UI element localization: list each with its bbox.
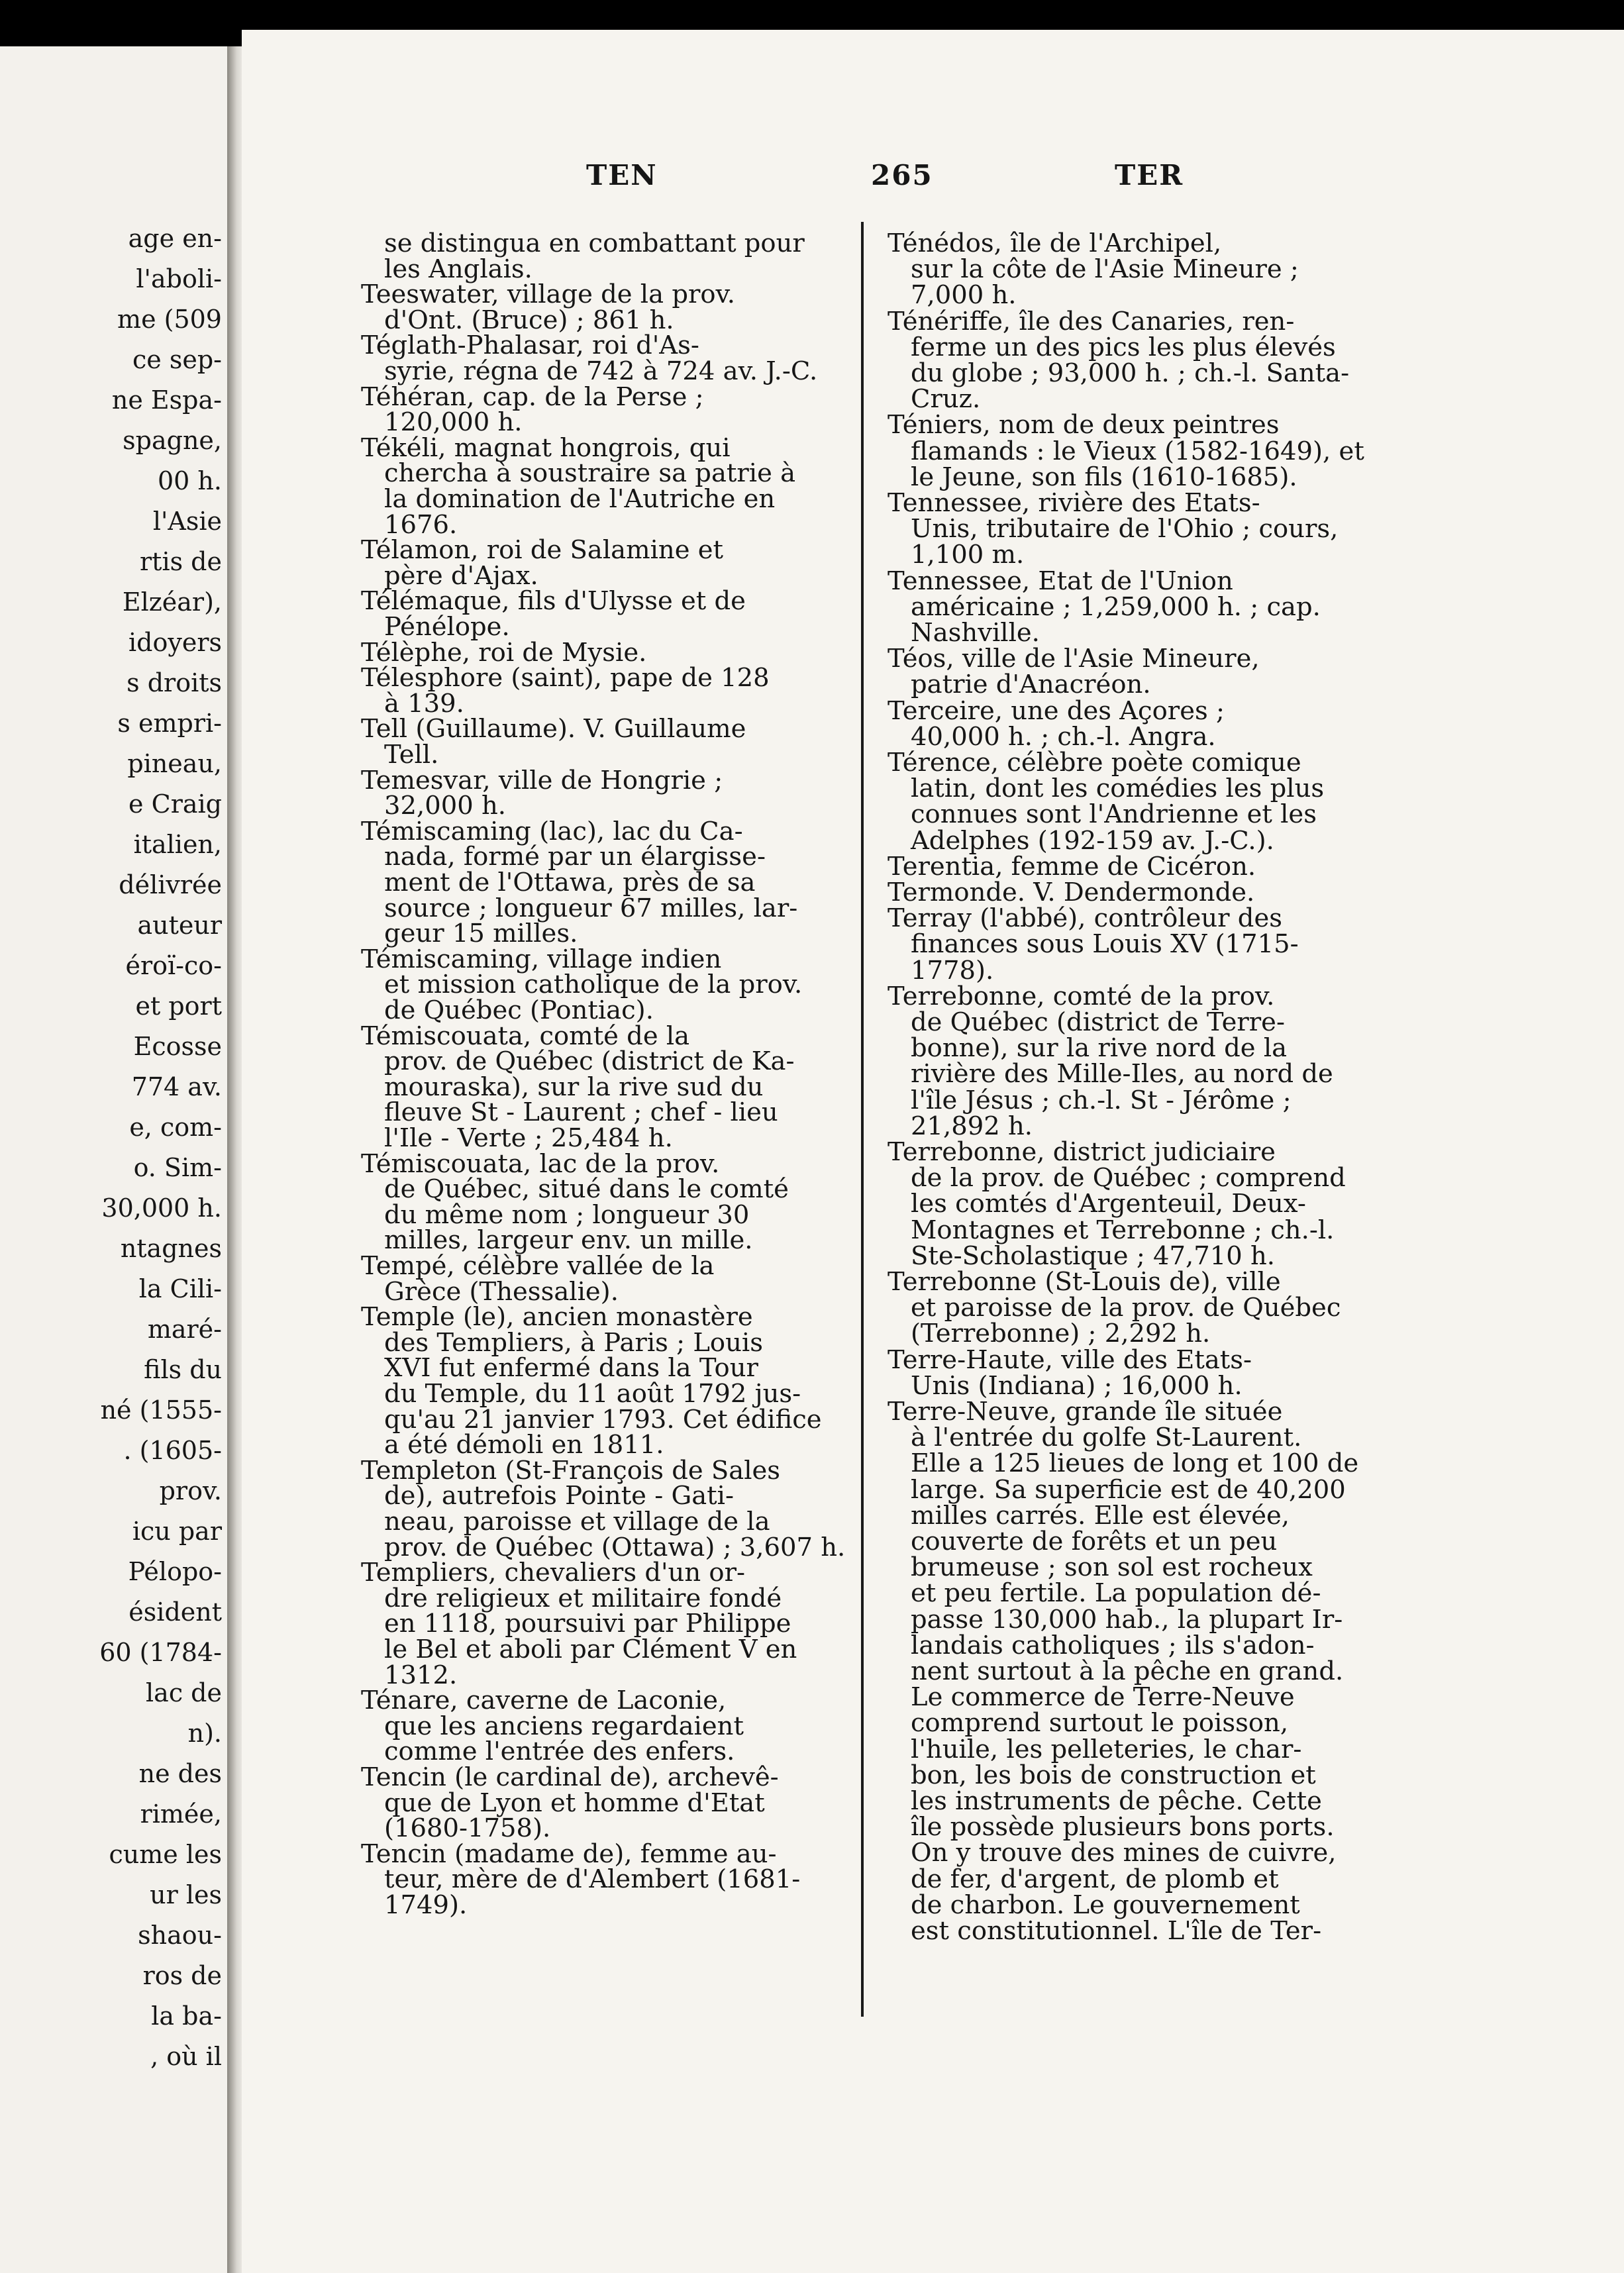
- entry-line: de la prov. de Québec ; comprend: [911, 1163, 1346, 1193]
- entry-line: Templeton (St-François de Sales: [361, 1455, 781, 1486]
- entry-line: l'huile, les pelleteries, le char-: [911, 1734, 1302, 1764]
- entry-line: source ; longueur 67 milles, lar-: [384, 893, 798, 923]
- entry-line: 7,000 h.: [911, 280, 1017, 311]
- left-page-fragment: idoyers: [128, 628, 222, 657]
- entry-line: rivière des Mille-Iles, au nord de: [911, 1059, 1333, 1089]
- entry-line: Terentia, femme de Cicéron.: [888, 851, 1256, 882]
- column-divider: [861, 222, 864, 2017]
- entry-line: On y trouve des mines de cuivre,: [911, 1838, 1337, 1868]
- left-page-fragment: ne Espa-: [111, 385, 222, 415]
- entry-line: prov. de Québec (Ottawa) ; 3,607 h.: [384, 1532, 846, 1562]
- entry-line: comme l'entrée des enfers.: [384, 1737, 735, 1767]
- entry-line: Termonde. V. Dendermonde.: [888, 878, 1255, 907]
- entry-line: Elle a 125 lieues de long et 100 de: [911, 1448, 1359, 1479]
- entry-line: fleuve St - Laurent ; chef - lieu: [384, 1097, 778, 1128]
- left-page-fragment: , où il: [150, 2042, 222, 2071]
- entry-line: et mission catholique de la prov.: [384, 970, 803, 1000]
- entry-line: Terrebonne, district judiciaire: [888, 1137, 1276, 1167]
- entry-line: Teeswater, village de la prov.: [361, 279, 735, 310]
- left-page-fragment: Ecosse: [133, 1032, 222, 1061]
- entry-line: Téniers, nom de deux peintres: [888, 410, 1280, 440]
- entry-line: XVI fut enfermé dans la Tour: [384, 1353, 758, 1384]
- entry-line: se distingua en combattant pour: [384, 228, 805, 258]
- entry-line: de Québec (Pontiac).: [384, 995, 654, 1025]
- entry-line: de charbon. Le gouvernement: [911, 1890, 1300, 1920]
- left-page-fragment: ce sep-: [132, 345, 222, 374]
- entry-line: Téos, ville de l'Asie Mineure,: [888, 644, 1260, 674]
- entry-line: l'île Jésus ; ch.-l. St - Jérôme ;: [911, 1085, 1292, 1115]
- entry-line: qu'au 21 janvier 1793. Cet édifice: [384, 1404, 822, 1435]
- entry-line: Nashville.: [911, 618, 1040, 648]
- entry-line: Téglath-Phalasar, roi d'As-: [361, 330, 699, 361]
- entry-line: 120,000 h.: [384, 407, 523, 438]
- entry-line: Tencin (le cardinal de), archevê-: [361, 1762, 779, 1792]
- entry-line: d'Ont. (Bruce) ; 861 h.: [384, 305, 674, 335]
- entry-line: finances sous Louis XV (1715-: [911, 929, 1299, 960]
- header-left-guide-word: TEN: [586, 159, 658, 191]
- entry-line: en 1118, poursuivi par Philippe: [384, 1609, 791, 1639]
- left-page-fragment: . (1605-: [123, 1436, 222, 1465]
- left-page-fragment: me (509: [117, 305, 222, 334]
- entry-line: Tell (Guillaume). V. Guillaume: [361, 714, 746, 744]
- entry-line: milles, largeur env. un mille.: [384, 1225, 753, 1256]
- left-page-fragment: maré-: [147, 1315, 222, 1344]
- entry-line: dre religieux et militaire fondé: [384, 1583, 782, 1613]
- entry-line: 1749).: [384, 1890, 468, 1920]
- entry-line: île possède plusieurs bons ports.: [911, 1812, 1335, 1843]
- entry-line: 40,000 h. ; ch.-l. Angra.: [911, 721, 1216, 752]
- entry-line: de Québec, situé dans le comté: [384, 1174, 789, 1205]
- entry-line: Tennessee, Etat de l'Union: [888, 566, 1233, 596]
- entry-line: Terre-Haute, ville des Etats-: [888, 1344, 1252, 1375]
- left-page-fragment: s droits: [127, 668, 222, 697]
- entry-line: du Temple, du 11 août 1792 jus-: [384, 1379, 801, 1409]
- entry-line: nada, formé par un élargisse-: [384, 842, 766, 872]
- entry-line: et paroisse de la prov. de Québec: [911, 1293, 1341, 1323]
- left-page-fragment: délivrée: [119, 870, 222, 899]
- left-page-fragment: spagne,: [123, 426, 222, 455]
- entry-line: Templiers, chevaliers d'un or-: [361, 1558, 745, 1588]
- left-page-fragment: et port: [135, 991, 222, 1021]
- entry-line: prov. de Québec (district de Ka-: [384, 1046, 795, 1077]
- left-page-fragment: auteur: [137, 911, 222, 940]
- entry-line: Télémaque, fils d'Ulysse et de: [361, 586, 746, 617]
- entry-line: les Anglais.: [384, 254, 533, 284]
- left-page-fragment: né (1555-: [100, 1395, 222, 1425]
- entry-line: Ténériffe, île des Canaries, ren-: [888, 306, 1295, 336]
- entry-line: à 139.: [384, 688, 464, 719]
- entry-line: Témiscaming (lac), lac du Ca-: [361, 816, 743, 846]
- entry-line: Témiscaming, village indien: [361, 944, 722, 974]
- entry-line: Téhéran, cap. de la Perse ;: [361, 381, 704, 412]
- entry-line: et peu fertile. La population dé-: [911, 1578, 1321, 1609]
- entry-line: Le commerce de Terre-Neuve: [911, 1682, 1295, 1713]
- entry-line: Terrebonne, comté de la prov.: [888, 981, 1275, 1011]
- entry-line: est constitutionnel. L'île de Ter-: [911, 1916, 1322, 1946]
- entry-line: 21,892 h.: [911, 1111, 1033, 1141]
- entry-line: Terceire, une des Açores ;: [888, 695, 1225, 726]
- left-page-fragment: 774 av.: [131, 1072, 222, 1101]
- left-page-fragment: shaou-: [138, 1921, 222, 1950]
- left-page-fragment: prov.: [159, 1476, 222, 1505]
- left-page-fragment: 60 (1784-: [99, 1638, 222, 1667]
- left-page-fragment: fils du: [144, 1355, 222, 1384]
- entry-line: Unis (Indiana) ; 16,000 h.: [911, 1370, 1243, 1401]
- entry-line: Télamon, roi de Salamine et: [361, 535, 723, 566]
- entry-line: Ténédos, île de l'Archipel,: [888, 228, 1222, 258]
- entry-line: Ste-Scholastique ; 47,710 h.: [911, 1240, 1276, 1271]
- entry-line: le Bel et aboli par Clément V en: [384, 1635, 797, 1664]
- entry-line: bon, les bois de construction et: [911, 1760, 1316, 1790]
- entry-line: du globe ; 93,000 h. ; ch.-l. Santa-: [911, 358, 1350, 388]
- entry-line: du même nom ; longueur 30: [384, 1199, 750, 1230]
- entry-line: teur, mère de d'Alembert (1681-: [384, 1864, 801, 1895]
- entry-line: Tennessee, rivière des Etats-: [888, 488, 1260, 518]
- entry-line: Tékéli, magnat hongrois, qui: [361, 432, 731, 463]
- entry-line: l'Ile - Verte ; 25,484 h.: [384, 1123, 673, 1153]
- entry-line: brumeuse ; son sol est rocheux: [911, 1552, 1313, 1583]
- left-page-edge: [0, 46, 228, 2273]
- entry-line: 1312.: [384, 1660, 458, 1690]
- entry-line: Montagnes et Terrebonne ; ch.-l.: [911, 1215, 1335, 1245]
- left-page-fragment: la ba-: [151, 2001, 222, 2031]
- entry-line: de), autrefois Pointe - Gati-: [384, 1481, 734, 1511]
- header-right-guide-word: TER: [1115, 159, 1184, 191]
- entry-line: Témiscouata, lac de la prov.: [361, 1148, 720, 1179]
- book-gutter: [227, 46, 243, 2273]
- entry-line: Terre-Neuve, grande île située: [888, 1397, 1283, 1427]
- entry-line: Temesvar, ville de Hongrie ;: [361, 765, 723, 795]
- entry-line: Tell.: [384, 740, 439, 770]
- left-page-fragment: e Craig: [128, 789, 222, 819]
- entry-line: 1676.: [384, 509, 458, 540]
- left-page-fragment: s empri-: [117, 709, 222, 738]
- entry-line: nent surtout à la pêche en grand.: [911, 1656, 1344, 1686]
- entry-line: de fer, d'argent, de plomb et: [911, 1864, 1279, 1894]
- entry-line: 32,000 h.: [384, 791, 506, 821]
- entry-line: latin, dont les comédies les plus: [911, 774, 1325, 804]
- entry-line: connues sont l'Andrienne et les: [911, 799, 1317, 830]
- entry-line: que les anciens regardaient: [384, 1711, 744, 1741]
- left-page-fragment: e, com-: [129, 1113, 222, 1142]
- entry-line: (Terrebonne) ; 2,292 h.: [911, 1319, 1211, 1349]
- page-number: 265: [871, 159, 933, 191]
- entry-line: large. Sa superficie est de 40,200: [911, 1474, 1346, 1505]
- entry-line: Pénélope.: [384, 612, 510, 642]
- left-page-fragment: rtis de: [140, 547, 222, 576]
- dictionary-page: [242, 30, 1624, 2273]
- left-page-fragment: ur les: [150, 1880, 222, 1909]
- entry-line: Télesphore (saint), pape de 128: [361, 663, 770, 693]
- left-page-fragment: 30,000 h.: [101, 1193, 222, 1223]
- entry-line: (1680-1758).: [384, 1813, 551, 1844]
- entry-line: couverte de forêts et un peu: [911, 1527, 1278, 1556]
- entry-line: les instruments de pêche. Cette: [911, 1786, 1322, 1816]
- left-page-fragment: Pélopo-: [128, 1557, 222, 1586]
- left-page-fragment: ne des: [138, 1759, 222, 1788]
- left-page-fragment: la Cili-: [138, 1274, 222, 1303]
- entry-line: Adelphes (192-159 av. J.-C.).: [911, 825, 1274, 856]
- left-page-fragment: cume les: [109, 1840, 222, 1869]
- entry-line: ferme un des pics les plus élevés: [911, 332, 1336, 362]
- entry-line: Télèphe, roi de Mysie.: [361, 637, 647, 668]
- left-page-fragment: italien,: [133, 830, 222, 859]
- entry-line: les comtés d'Argenteuil, Deux-: [911, 1189, 1306, 1219]
- left-page-fragment: lac de: [146, 1678, 222, 1707]
- entry-line: 1778).: [911, 955, 994, 985]
- entry-line: Tencin (madame de), femme au-: [361, 1839, 777, 1869]
- entry-line: de Québec (district de Terre-: [911, 1007, 1285, 1037]
- entry-line: à l'entrée du golfe St-Laurent.: [911, 1423, 1302, 1453]
- left-page-fragment: age en-: [128, 224, 222, 253]
- entry-line: Grèce (Thessalie).: [384, 1276, 619, 1307]
- entry-line: chercha à soustraire sa patrie à: [384, 458, 796, 489]
- entry-line: Témiscouata, comté de la: [361, 1021, 690, 1051]
- entry-line: milles carrés. Elle est élevée,: [911, 1500, 1290, 1531]
- entry-line: patrie d'Anacréon.: [911, 670, 1151, 700]
- entry-line: sur la côte de l'Asie Mineure ;: [911, 254, 1299, 285]
- entry-line: la domination de l'Autriche en: [384, 484, 776, 514]
- entry-line: comprend surtout le poisson,: [911, 1708, 1289, 1739]
- entry-line: mouraska), sur la rive sud du: [384, 1072, 764, 1102]
- entry-line: passe 130,000 hab., la plupart Ir-: [911, 1604, 1343, 1635]
- entry-line: flamands : le Vieux (1582-1649), et: [911, 436, 1364, 466]
- entry-line: Ténare, caverne de Laconie,: [361, 1686, 727, 1716]
- entry-line: ment de l'Ottawa, près de sa: [384, 868, 756, 897]
- left-page-fragment: l'Asie: [152, 507, 222, 536]
- left-page-fragment: n).: [187, 1719, 222, 1748]
- left-page-fragment: pineau,: [127, 749, 222, 778]
- entry-line: père d'Ajax.: [384, 560, 538, 591]
- entry-line: Terrebonne (St-Louis de), ville: [888, 1267, 1281, 1297]
- entry-line: Terray (l'abbé), contrôleur des: [888, 903, 1282, 934]
- left-page-fragment: ros de: [142, 1961, 222, 1990]
- entry-line: 1,100 m.: [911, 540, 1025, 570]
- left-page-fragment: ésident: [128, 1597, 222, 1627]
- left-page-fragment: l'aboli-: [136, 264, 222, 293]
- entry-line: Cruz.: [911, 384, 981, 415]
- left-page-fragment: rimée,: [140, 1799, 222, 1829]
- left-page-fragment: 00 h.: [158, 466, 222, 495]
- left-page-fragment: o. Sim-: [133, 1153, 222, 1182]
- entry-line: neau, paroisse et village de la: [384, 1507, 770, 1537]
- entry-line: landais catholiques ; ils s'adon-: [911, 1630, 1315, 1660]
- entry-line: Unis, tributaire de l'Ohio ; cours,: [911, 514, 1339, 544]
- entry-line: des Templiers, à Paris ; Louis: [384, 1327, 763, 1358]
- entry-line: le Jeune, son fils (1610-1685).: [911, 462, 1297, 492]
- entry-line: bonne), sur la rive nord de la: [911, 1033, 1288, 1064]
- entry-line: Tempé, célèbre vallée de la: [361, 1251, 715, 1281]
- entry-line: que de Lyon et homme d'Etat: [384, 1788, 765, 1818]
- left-page-fragment: éroï-co-: [125, 951, 222, 980]
- entry-line: Térence, célèbre poète comique: [888, 748, 1301, 778]
- entry-line: geur 15 milles.: [384, 919, 578, 949]
- entry-line: Temple (le), ancien monastère: [361, 1302, 753, 1333]
- entry-line: syrie, régna de 742 à 724 av. J.-C.: [384, 356, 818, 386]
- entry-line: a été démoli en 1811.: [384, 1430, 664, 1460]
- left-page-fragment: Elzéar),: [122, 587, 222, 617]
- left-page-fragment: ntagnes: [120, 1234, 222, 1263]
- entry-line: américaine ; 1,259,000 h. ; cap.: [911, 591, 1321, 622]
- left-page-fragment: icu par: [132, 1517, 222, 1546]
